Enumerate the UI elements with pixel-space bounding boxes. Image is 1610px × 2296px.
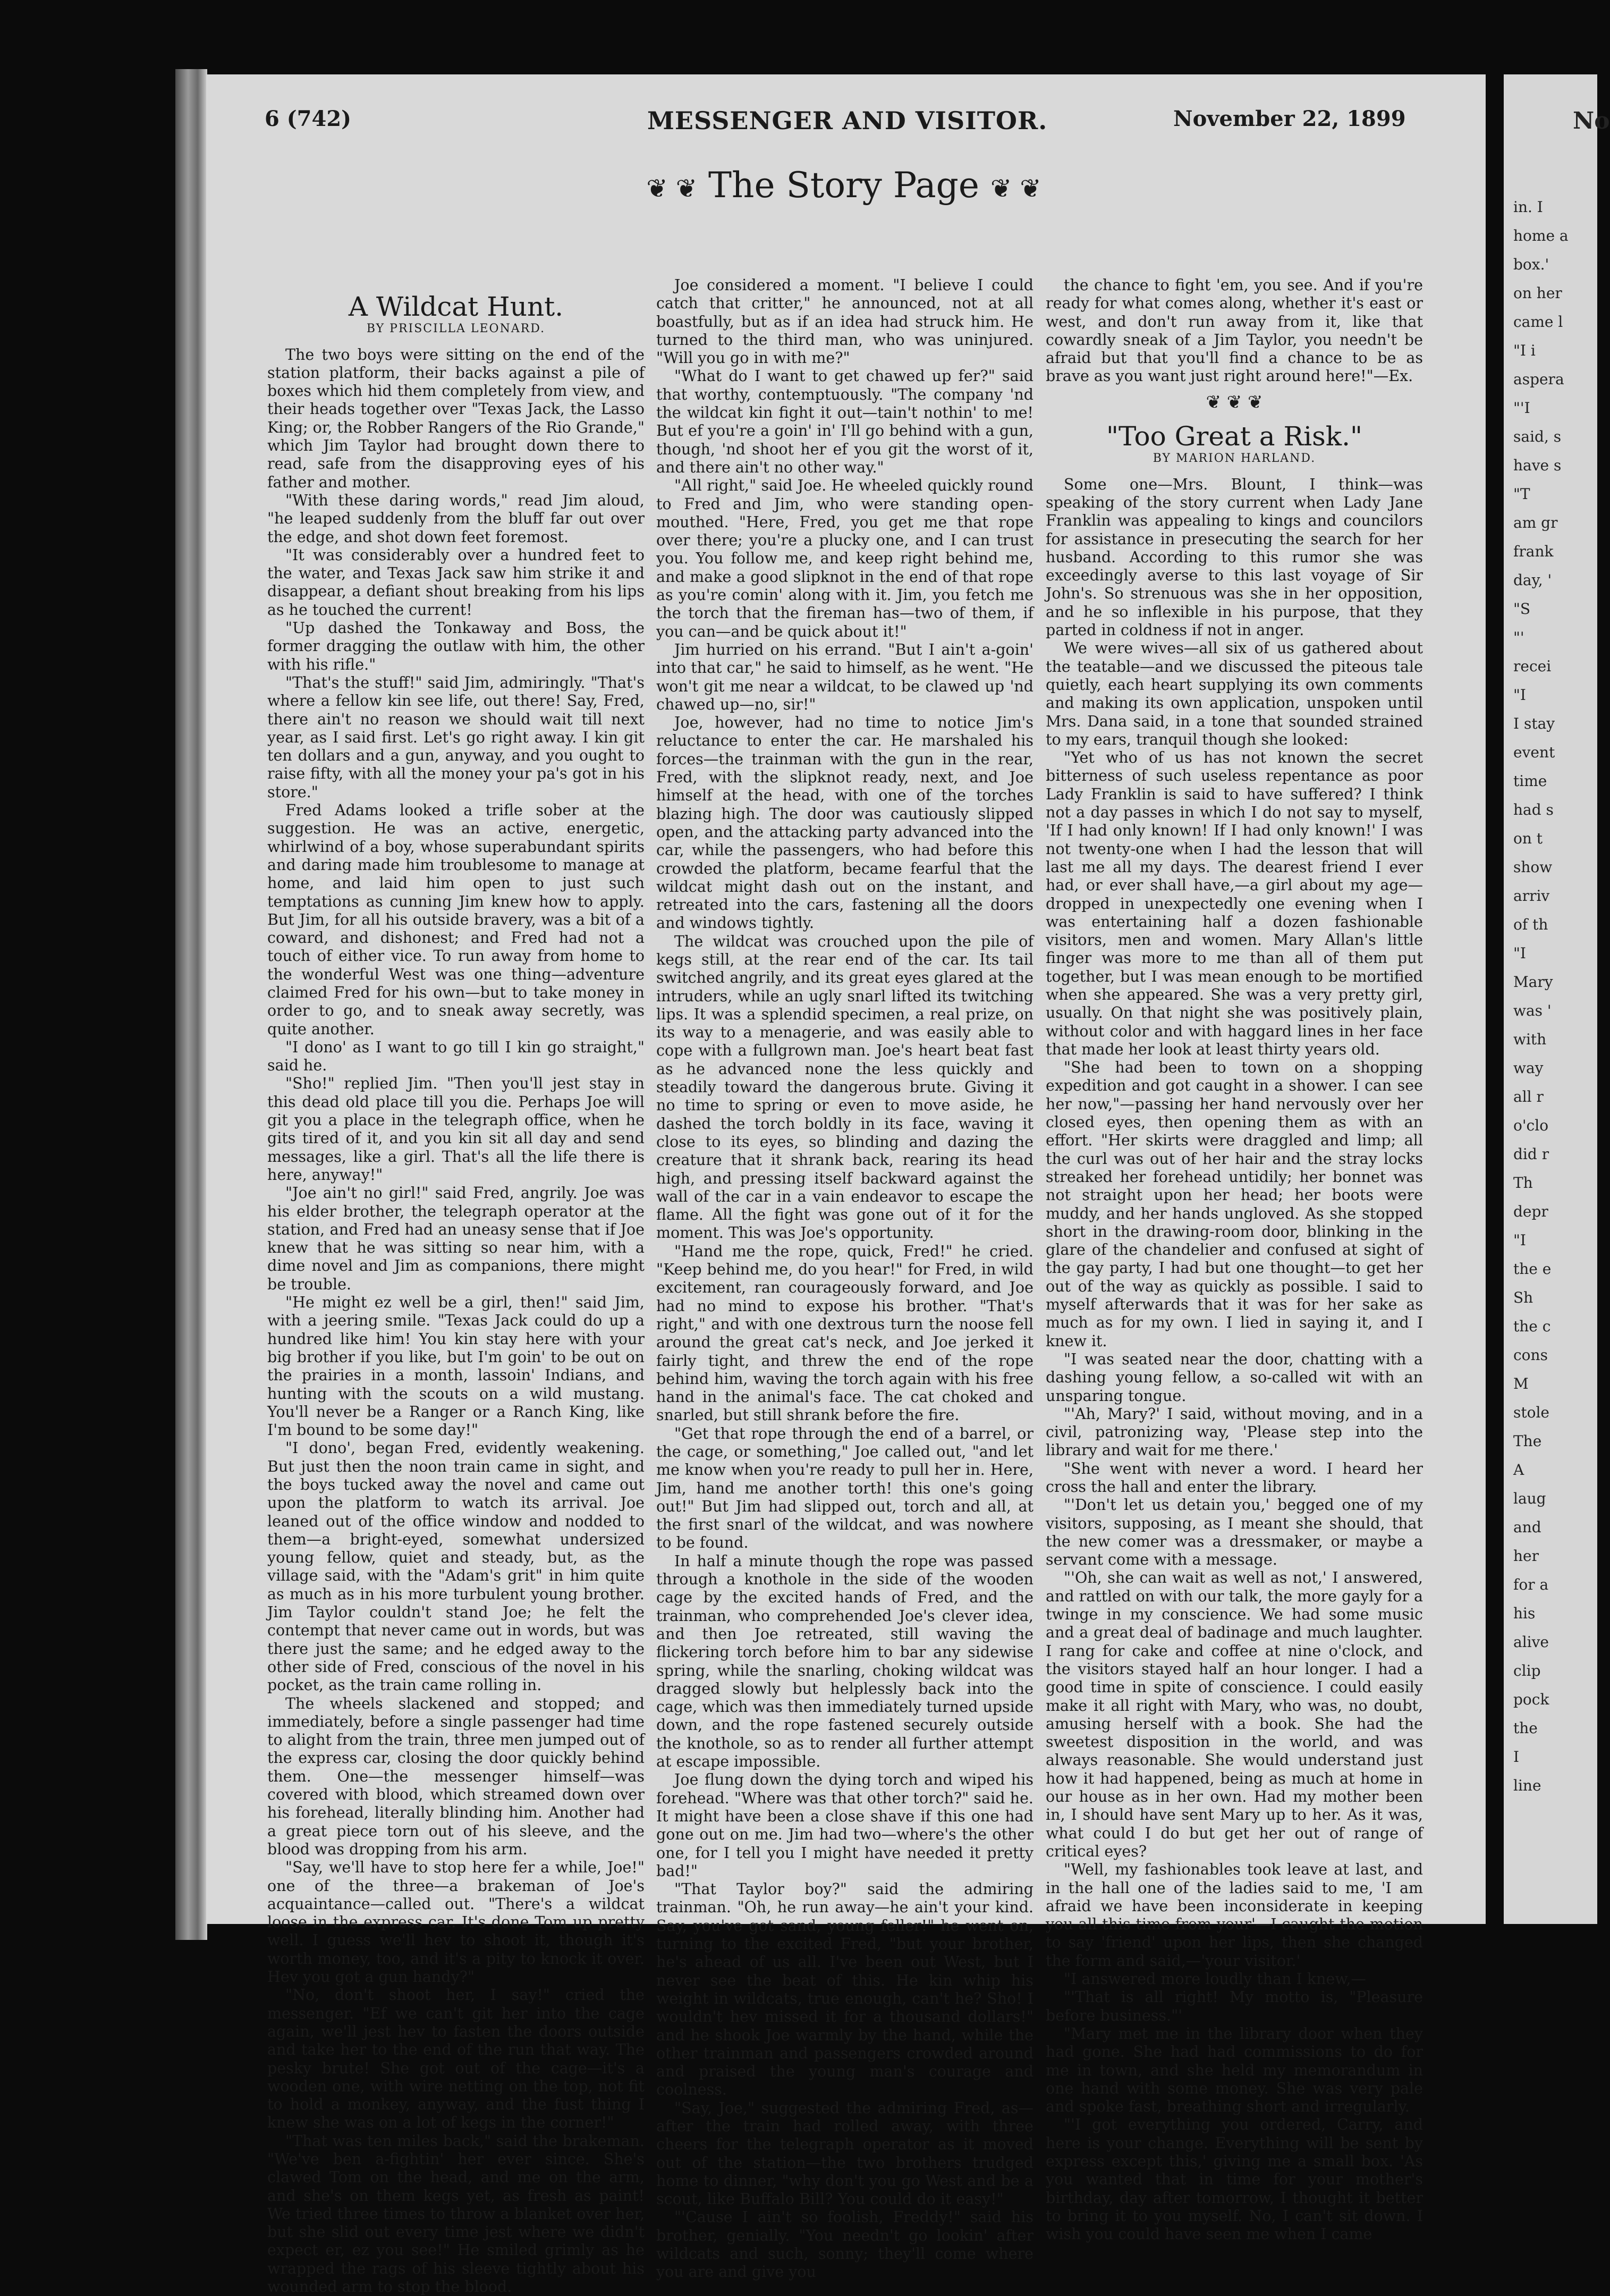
paragraph: The wildcat was crouched upon the pile of kegs still, at the rear end of the car. Its tail switched angrily, and its great eyes glared at the intruders, while an ugly snarl lifted its twitching lips. It was a splendid specimen, a real prize, on its way to a menagerie, and was easily able to cope with a fullgrown man. Joe's heart beat fast as he advanced none the less quickly and steadily toward the dangerous brute. Giving it no time to spring or even to move aside, he dashed the torch boldly in its face, waving it close to its eyes, so blinding and dazing the creature that it shrank back, rearing its head high, and pressing itself backward against the wall of the car in a vain endeavor to escape the flame. All the fight was gone out of it for the moment. This was Joe's opportunity.: [656, 932, 1033, 1242]
column-2: [656, 276, 1033, 2282]
text-fragment: I stay: [1513, 715, 1555, 732]
text-fragment: recei: [1513, 657, 1552, 675]
text-fragment: in. I: [1513, 198, 1543, 216]
story-byline: BY PRISCILLA LEONARD.: [366, 322, 546, 336]
text-fragment: his: [1513, 1605, 1536, 1622]
paragraph: "Sho!" replied Jim. "Then you'll jest stay in this dead old place till you die. Perhaps Joe will git you a place in the telegraph office, when he gits tired of it, and you kin sit all day and send messages, like a girl. That's all the life there is here, anyway!": [267, 1075, 645, 1184]
paragraph: "No, don't shoot her, I say!" cried the messenger. "Ef we can't git her into the cage again, we'll jest hev to fasten the doors outside and take her to the end of the run that way. The pesky brute! She got out of the cage—it's a wooden one, with wire netting on the top, not fit to hold a monkey, anyway, and the fust thing I knew she was on a lot of kegs in the corner!": [267, 1986, 645, 2132]
text-fragment: M: [1513, 1375, 1529, 1392]
paragraph: "I answered more loudly than I knew,—: [1064, 1970, 1366, 1988]
text-fragment: and: [1513, 1518, 1541, 1536]
text-fragment: am gr: [1513, 514, 1558, 531]
paragraph: "'That is all right! My motto is, "Pleasure before business."': [1046, 1988, 1423, 2024]
paragraph: Jim hurried on his errand. "But I ain't a-goin' into that car," he said to himself, as he went. "He won't git me near a wildcat, to be clawed up 'nd chawed up—no, sir!": [656, 640, 1033, 713]
paragraph: Fred Adams looked a trifle sober at the suggestion. He was an active, energetic, whirlwind of a boy, whose superabundant spirits and daring made him troublesome to manage at home, and laid him open to just such temptations as cunning Jim knew how to apply. But Jim, for all his outside bravery, was a bit of a coward, and dishonest; and Fred had not a touch of either vice. To run away from home to the wonderful West was one thing—adventure claimed Fred for his own—but to take money in order to go, and to sneak away secretly, was quite another.: [267, 801, 645, 1038]
section-title: The Story Page: [708, 165, 979, 206]
paragraph: We were wives—all six of us gathered about the teatable—and we discussed the piteous tale quietly, each heart supplying its own comments and making its own application, unspoken until Mrs. Dana said, in a tone that sounded strained to my ears, tranquil though she looked:: [1046, 639, 1423, 748]
section-separator: ❦ ❦ ❦: [1206, 391, 1263, 413]
text-fragment: stole: [1513, 1404, 1550, 1421]
text-fragment: frank: [1513, 543, 1554, 560]
text-fragment: show: [1513, 858, 1553, 876]
story-body: [656, 276, 1033, 2282]
text-fragment: did r: [1513, 1145, 1549, 1163]
text-fragment: "I i: [1513, 342, 1536, 359]
text-fragment: alive: [1513, 1633, 1549, 1651]
text-fragment: time: [1513, 772, 1547, 790]
paragraph: "Say, we'll have to stop here fer a while, Joe!" one of the three—a brakeman of Joe's acquaintance—called out. "There's a wildcat loose in the express car. It's done Tom up pretty well. I guess we'll hev to shoot it, though it's worth money, too, and it's a pity to knock it over. Hev you got a gun handy?": [267, 1859, 645, 1986]
text-fragment: "I: [1513, 944, 1526, 962]
text-fragment: Sh: [1513, 1289, 1533, 1306]
paragraph: "What do I want to get chawed up fer?" said that worthy, contemptuously. "The company 'nd the wildcat kin fight it out—tain't nothin' to me! But ef you're a goin' in' I'll go behind with a gun, though, 'nd shoot her ef you git the worst of it, and there ain't no other way.": [656, 367, 1033, 476]
paragraph: the chance to fight 'em, you see. And if you're ready for what comes along, whether it's east or west, and don't run away from it, like that cowardly sneak of a Jim Taylor, you needn't be afraid but that you'll find a chance to be as brave as you want just right around here!"—Ex.: [1046, 276, 1423, 385]
ornament-right-icon: ❦ ❦: [990, 174, 1041, 204]
text-fragment: I: [1513, 1748, 1520, 1766]
masthead: MESSENGER AND VISITOR.: [647, 106, 1048, 135]
paragraph: "I dono' as I want to go till I kin go straight," said he.: [267, 1038, 645, 1075]
text-fragment: The: [1513, 1432, 1542, 1450]
paragraph: "Mary met me in the library door when they had gone. She had had commissions to do for me in town, and she held my memorandum in one hand with some money. She was very pale and spoke fast, breathing short and irregularly.: [1046, 2024, 1423, 2116]
paragraph: "She went with never a word. I heard her cross the hall and enter the library.: [1046, 1459, 1423, 1496]
paragraph: "I was seated near the door, chatting with a dashing young fellow, a so-called wit with an unsparing tongue.: [1046, 1350, 1423, 1405]
text-fragment: event: [1513, 744, 1555, 761]
text-fragment: of th: [1513, 916, 1548, 933]
text-fragment: A: [1513, 1461, 1524, 1479]
text-fragment: have s: [1513, 457, 1562, 474]
paragraph: The wheels slackened and stopped; and immediately, before a single passenger had time to alight from the train, three men jumped out of the express car, closing the door quickly behind them. One—the messenger himself—was covered with blood, which streamed down over his forehead, literally blinding him. Another had a great piece torn out of his sleeve, and the blood was dropping from his arm.: [267, 1694, 645, 1858]
column-3: [1046, 276, 1423, 2243]
paragraph: "Yet who of us has not known the secret bitterness of such useless repentance as poor Lady Franklin is said to have suffered? I think not a day passes in which I do not say to myself, 'If I had only known! If I had only known!' I was not twenty-one when I had the lesson that will last me all my days. The dearest friend I ever had, or ever shall have,—a girl about my age—dropped in unexpectedly one evening when I was entertaining half a dozen fashionable visitors, men and women. Mary Allan's little finger was more to me than all of them put together, but I was mean enough to be mortified when she appeared. She was a very pretty girl, usually. On that night she was positively plain, without color and with haggard lines in her face that made her look at least thirty years old.: [1046, 749, 1423, 1058]
text-fragment: her: [1513, 1547, 1539, 1565]
paragraph: "I dono', began Fred, evidently weakening. But just then the noon train came in sight, and the boys tucked away the novel and came out upon the platform to watch its arrival. Joe leaned out of the office window and nodded to them—a bright-eyed, somewhat undersized young fellow, quiet and steady, but, as the village said, with the "Adam's grit" in him quite as much as in his more turbulent young brother. Jim Taylor couldn't stand Joe; he felt the contempt that never came out in words, but was there just the same; and he edged away to the other side of Fred, conscious of the novel in his pocket, as the train came rolling in.: [267, 1439, 645, 1694]
paragraph: "All right," said Joe. He wheeled quickly round to Fred and Jim, who were standing open-mouthed. "Here, Fred, you get me that rope over there; you're a plucky one, and I can trust you. You follow me, and keep right behind me, and make a good slipknot in the end of that rope as you're comin' along with it. Jim, you fetch me the torch that the fireman has—two of them, if you can—and be quick about it!": [656, 477, 1033, 640]
text-fragment: for a: [1513, 1576, 1549, 1593]
text-fragment: box.': [1513, 256, 1549, 273]
text-fragment: pock: [1513, 1691, 1549, 1708]
text-fragment: Th: [1513, 1174, 1533, 1192]
text-fragment: home a: [1513, 227, 1569, 244]
story-body: [267, 346, 645, 2296]
text-fragment: on her: [1513, 284, 1562, 302]
paragraph: "That's the stuff!" said Jim, admiringly. "That's where a fellow kin see life, out there! Say, Fred, there ain't no reason we should wait till next year, as I said first. Let's go right away. I kin git ten dollars and a gun, anyway, and you ought to raise fifty, with all the money your pa's got in his store.": [267, 673, 645, 801]
paragraph: "'Cause I ain't so foolish, Freddy!" said his brother, genially. "You needn't go lookin' after wildcats and such, sonny; they'll come where you are and give you: [656, 2208, 1033, 2281]
text-fragment: "I: [1513, 1231, 1526, 1249]
text-fragment: cons: [1513, 1346, 1548, 1364]
text-fragment: o'clo: [1513, 1117, 1549, 1134]
story-title: "Too Great a Risk.": [1106, 421, 1362, 452]
text-fragment: line: [1513, 1777, 1541, 1794]
paragraph: "'Ah, Mary?' I said, without moving, and in a civil, patronizing way, 'Please step into the library and wait for me there.': [1046, 1405, 1423, 1459]
story-byline: BY MARION HARLAND.: [1153, 452, 1316, 466]
text-fragment: came l: [1513, 313, 1563, 331]
facing-page-fragment: [1504, 74, 1610, 1924]
text-fragment: day, ': [1513, 571, 1552, 589]
paragraph: "Up dashed the Tonkaway and Boss, the former dragging the outlaw with him, the other with his rifle.": [267, 619, 645, 673]
section-heading: [642, 165, 1046, 206]
paragraph: "It was considerably over a hundred feet to the water, and Texas Jack saw him strike it and disappear, a defiant shout breaking from his lips as he touched the current!: [267, 546, 645, 619]
page-folio: 6 (742): [265, 106, 352, 131]
paragraph: Some one—Mrs. Blount, I think—was speaking of the story current when Lady Jane Franklin was appealing to kings and councilors for assistance in presecuting the search for her husband. According to this rumor she was exceedingly averse to this last voyage of Sir John's. So strenuous was she in her opposition, and he so inflexible in his purpose, that they parted in coldness if not in anger.: [1046, 475, 1423, 639]
issue-date: November 22, 1899: [1173, 106, 1406, 131]
paragraph: Joe flung down the dying torch and wiped his forehead. "Where was that other torch?" said he. It might have been a close shave if this one had gone out on me. Jim had two—where's the other one, for I tell you I might have needed it pretty bad!": [656, 1771, 1033, 1880]
paragraph: "That was ten miles back," said the brakeman. "We've ben a-fightin' her ever since. She's clawed Tom on the head, and me on the arm, and she's on them kegs yet, as fresh as paint! We tried three times to throw a blanket over her, but she slid out every time jest where we didn't expect er, ez you see!" He smiled grimly as he wrapped the rags of his sleeve tightly about his wounded arm to stop the blood.: [267, 2132, 645, 2296]
paragraph: "He might ez well be a girl, then!" said Jim, with a jeering smile. "Texas Jack could do up a hundred like him! You kin stay here with your big brother if you like, but I'm goin' to be out on the prairies in a month, lassoin' Indians, and hunting with the scouts on a wild mustang. You'll never be a Ranger or a Ranch King, like I'm bound to be some day!": [267, 1294, 645, 1439]
text-fragment: arriv: [1513, 887, 1550, 905]
text-fragment: way: [1513, 1059, 1544, 1077]
paragraph: "Hand me the rope, quick, Fred!" he cried. "Keep behind me, do you hear!" for Fred, in wild excitement, ran courageously forward, and Joe had no mind to expose his brother. "That's right," and with one dextrous turn the noose fell around the great cat's neck, and Joe jerked it fairly tight, and threw the end of the rope behind him, waving the torch again with his free hand in the animal's face. The cat choked and snarled, but still shrank before the fire.: [656, 1242, 1033, 1424]
paragraph: "Get that rope through the end of a barrel, or the cage, or something," Joe called out, "and let me know when you're ready to pull her in. Here, Jim, hand me another torth! this one's going out!" But Jim had slipped out, torch and all, at the first snarl of the wildcat, and was nowhere to be found.: [656, 1424, 1033, 1552]
ornament-left-icon: ❦ ❦: [646, 174, 698, 204]
text-fragment: on t: [1513, 830, 1543, 847]
text-fragment: clip: [1513, 1662, 1541, 1679]
book-gutter-edge: [175, 69, 207, 1940]
paragraph: "Well, my fashionables took leave at last, and in the hall one of the ladies said to me, 'I am afraid we have been inconsiderate in keeping you all this time from your'—I caught the motion to say 'friend' upon her lips, then she changed the form and said,—'your visitor.': [1046, 1861, 1423, 1970]
text-fragment: said, s: [1513, 428, 1562, 445]
text-fragment: "': [1513, 629, 1524, 646]
text-fragment: "S: [1513, 600, 1531, 618]
paragraph: In half a minute though the rope was passed through a knothole in the side of the wooden cage by the excited hands of Fred, and the trainman, who comprehended Joe's clever idea, and then Joe retreated, still waving the flickering torch before him to bar any sidewise spring, while the snarling, choking wildcat was dragged slowly but helplessly back into the cage, which was then immediately turned upside down, and the rope fastened securely outside the knothole, so as to render all further attempt at escape impossible.: [656, 1552, 1033, 1771]
paragraph: "'Don't let us detain you,' begged one of my visitors, supposing, as I meant she should, that the new comer was a dressmaker, or maybe a servant come with a message.: [1046, 1496, 1423, 1569]
text-fragment: depr: [1513, 1203, 1548, 1220]
text-fragment: with: [1513, 1031, 1547, 1048]
story-body: [1046, 276, 1423, 386]
facing-page-header: No: [1573, 107, 1610, 134]
paragraph: Joe, however, had no time to notice Jim's reluctance to enter the car. He marshaled his forces—the trainman with the gun in the rear, Fred, with the slipknot ready, next, and Joe himself at the head, with one of the torches blazing high. The door was cautiously slipped open, and the attacking party advanced into the car, while the passengers, who had before this crowded the platform, became fearful that the wildcat might dash out on the instant, and retreated into the cars, fastening all the doors and windows tightly.: [656, 714, 1033, 932]
text-fragment: Mary: [1513, 973, 1553, 991]
text-fragment: was ': [1513, 1002, 1552, 1019]
newspaper-page: [206, 74, 1486, 2296]
story-body: [1046, 476, 1423, 2244]
text-fragment: laug: [1513, 1490, 1546, 1507]
text-fragment: had s: [1513, 801, 1554, 818]
paragraph: The two boys were sitting on the end of the station platform, their backs against a pile of boxes which hid them completely from view, and their heads together over "Texas Jack, the Lasso King; or, the Robber Rangers of the Rio Grande," which Jim Taylor had brought down there to read, safe from the disapproving eyes of his father and mother.: [267, 345, 645, 491]
column-1: [267, 291, 645, 2296]
paragraph: "'I got everything you ordered, Carry, and here is your change. Everything will be sent by express except this,' giving me a small box. 'As you wanted that in time for your mother's birthday, day after tomorrow, I thought it better to bring it to you myself. No, I can't sit down. I wish you could have seen me when I came: [1046, 2116, 1423, 2243]
text-fragment: "I: [1513, 686, 1526, 704]
text-fragment: aspera: [1513, 370, 1564, 388]
text-fragment: the: [1513, 1719, 1538, 1737]
paragraph: "That Taylor boy?" said the admiring trainman. "Oh, he run away—he ain't your kind. Say, you've got sand, young feller!" he went on, turning to the excited Fred, "but your brother, he's ahead of us all. I've been out West, but I never see the beat of this. He kin whip his weight in wildcats, true enough, can't he? Sho! I wouldn't hev missed it for a thousand dollars!" and he shook Joe warmly by the hand, while the other trainman and passengers crowded around and praised the young man's courage and coolness.: [656, 1880, 1033, 2099]
text-fragment: "T: [1513, 485, 1530, 503]
paragraph: Joe considered a moment. "I believe I could catch that critter," he announced, not at all boastfully, but as if an idea had struck him. He turned to the third man, who was uninjured. "Will you go in with me?": [656, 276, 1033, 367]
paragraph: "She had been to town on a shopping expedition and got caught in a shower. I can see her now,"—passing her hand nervously over her closed eyes, then opening them as with an effort. "Her skirts were draggled and limp; all the curl was out of her hair and the stray locks streaked her forehead untidily; her bonnet was not straight upon her head; her boots were muddy, and her hands ungloved. As she stopped short in the drawing-room door, blinking in the glare of the chandelier and confused at sight of the gay party, I had but one thought—to get her out of the way as quickly as possible. I said to myself afterwards that it was for her sake as much as for my own. I lied in saying it, and I knew it.: [1046, 1059, 1423, 1350]
text-fragment: all r: [1513, 1088, 1544, 1105]
paragraph: "'Oh, she can wait as well as not,' I answered, and rattled on with our talk, the more gayly for a twinge in my conscience. We had some music and a great deal of badinage and much laughter. I rang for cake and coffee at nine o'clock, and the visitors stayed half an hour longer. I had a good time in spite of conscience. I could easily make it all right with Mary, who was, no doubt, amusing herself with a book. She had the sweetest disposition in the world, and was always reasonable. She would understand just how it had happened, being as much at home in our house as in her own. Had my mother been in, I should have sent Mary up to her. As it was, what could I do but get her out of range of critical eyes?: [1046, 1569, 1423, 1860]
paragraph: "Joe ain't no girl!" said Fred, angrily. Joe was his elder brother, the telegraph operator at the station, and Fred had an uneasy sense that if Joe knew that he was sitting so near him, with a dime novel and Jim as companions, there might be trouble.: [267, 1184, 645, 1293]
story-title: A Wildcat Hunt.: [348, 291, 564, 322]
text-fragment: the e: [1513, 1260, 1552, 1278]
paragraph: "With these daring words," read Jim aloud, "he leaped suddenly from the bluff far out over the edge, and shot down feet foremost.: [267, 491, 645, 546]
text-fragment: "'I: [1513, 399, 1530, 417]
paragraph: "Say, Joe," suggested the admiring Fred, as—after the train had rolled away, with three cheers for the telegraph operator as it moved out of the station—the two brothers trudged home to dinner, "why don't you go West and be a scout, like Buffalo Bill? You could do it easy!": [656, 2099, 1033, 2208]
text-fragment: the c: [1513, 1318, 1551, 1335]
